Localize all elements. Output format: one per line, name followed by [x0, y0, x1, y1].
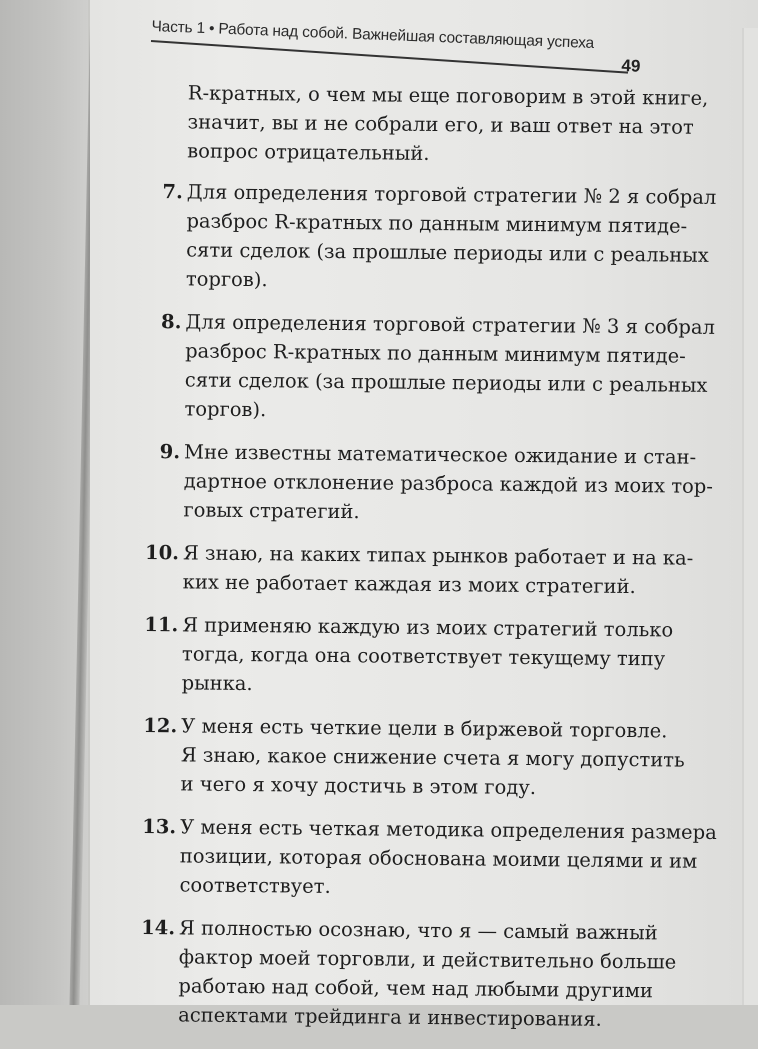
item-number: 12. [143, 713, 178, 738]
item-number: 13. [142, 814, 177, 839]
text-line: сяти сделок (за прошлые периоды или с реальных [184, 368, 708, 397]
text-line: Я знаю, какое снижение счета я могу допустить [180, 743, 685, 772]
list-item-10 [144, 538, 694, 601]
text-line: Я знаю, на каких типах рынков работает и на ка- [182, 541, 694, 570]
list-item-11 [144, 610, 674, 702]
item-number: 9. [159, 440, 181, 464]
text-line: торгов). [185, 267, 268, 292]
list-item-14 [140, 913, 677, 1034]
text-line: У меня есть четкая методика определения размера [180, 815, 717, 844]
list-item-12 [142, 711, 685, 803]
text-line: Для определения торговой стратегии № 3 я собрал [185, 310, 716, 339]
text-line: R-кратных, о чем мы еще поговорим в этой книге, [187, 81, 709, 110]
text-line: торгов). [184, 397, 267, 422]
text-line: Для определения торговой стратегии № 2 я собрал [186, 180, 717, 209]
text-line: Мне известны математическое ожидание и стан- [183, 440, 697, 469]
text-line: разброс R-кратных по данным минимум пятиде- [185, 339, 686, 368]
text-line: рынка. [181, 671, 253, 696]
text-line: соответствует. [179, 873, 331, 898]
text-line: Я полностью осознаю, что я — самый важный [178, 916, 658, 945]
running-title: Часть 1 • Работа над собой. Важнейшая составляющая успеха [151, 17, 595, 52]
list-item-9 [145, 437, 714, 529]
text-line: вопрос отрицательный. [187, 139, 430, 165]
text-line: фактор моей торговли, и действительно больше [178, 945, 677, 974]
list-item-7 [148, 177, 717, 298]
text-line: говых стратегий. [183, 498, 360, 524]
text-line: тогда, когда она соответствует текущему типу [181, 642, 666, 671]
text-line: сяти сделок (за прошлые периоды или с реальных [186, 238, 709, 267]
text-line: и чего я хочу достичь в этом году. [180, 772, 537, 800]
text-line: позиции, которая обоснована моими целями и им [179, 844, 698, 873]
text-line: аспектами трейдинга и инвестирования. [178, 1003, 602, 1031]
text-line: дартное отклонение разброса каждой из моих тор- [183, 469, 714, 498]
page-stack-edge [742, 28, 758, 1005]
item-number: 10. [144, 540, 180, 565]
continuation-paragraph [149, 78, 709, 170]
list-item-13 [141, 812, 717, 904]
item-number: 11. [144, 612, 179, 637]
text-line: У меня есть четкие цели в биржевой торговле. [181, 714, 668, 743]
text-line: разброс R-кратных по данным минимум пятиде- [186, 209, 688, 238]
item-number: 14. [141, 915, 176, 940]
item-number: 7. [162, 180, 183, 204]
text-line: работаю над собой, чем над любыми другими [178, 974, 654, 1003]
item-number: 8. [160, 310, 182, 334]
list-item-8 [146, 307, 716, 428]
text-line: ких не работает каждая из моих стратегий. [182, 570, 636, 599]
text-line: значит, вы и не собрали его, и ваш ответ на этот [187, 110, 694, 139]
text-line: Я применяю каждую из моих стратегий только [182, 613, 674, 642]
page-body [140, 78, 717, 1048]
page-number: 49 [621, 56, 641, 76]
